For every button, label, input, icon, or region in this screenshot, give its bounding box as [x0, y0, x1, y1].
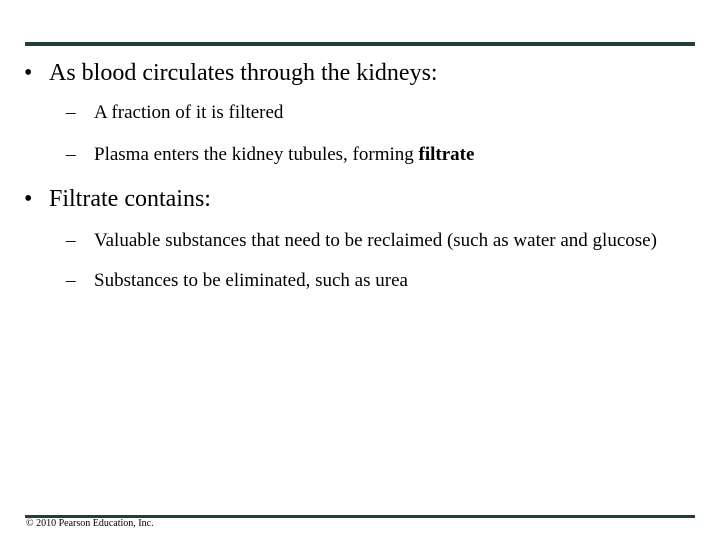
sub-item-text: Valuable substances that need to be reclaimed (such as water and glucose) [94, 230, 657, 251]
dash-marker: – [66, 230, 76, 251]
sub-item-text: Substances to be eliminated, such as urea [94, 270, 408, 291]
sub-item-text: A fraction of it is filtered [94, 102, 284, 123]
bullet-item [24, 60, 438, 87]
bullet-marker: • [24, 60, 33, 86]
dash-marker: – [66, 270, 76, 291]
sub-item [66, 230, 657, 252]
sub-item [66, 270, 408, 292]
copyright-footer: © 2010 Pearson Education, Inc. [26, 518, 154, 529]
bullet-text: Filtrate contains: [49, 186, 211, 212]
dash-marker: – [66, 102, 76, 123]
dash-marker: – [66, 144, 76, 165]
sub-item [66, 144, 474, 166]
sub-item-text: Plasma enters the kidney tubules, forming [94, 144, 419, 165]
bullet-text: As blood circulates through the kidneys: [49, 60, 438, 86]
sub-item [66, 102, 283, 124]
bullet-item [24, 186, 211, 213]
emphasized-term: filtrate [418, 144, 475, 165]
bullet-marker: • [24, 186, 33, 212]
